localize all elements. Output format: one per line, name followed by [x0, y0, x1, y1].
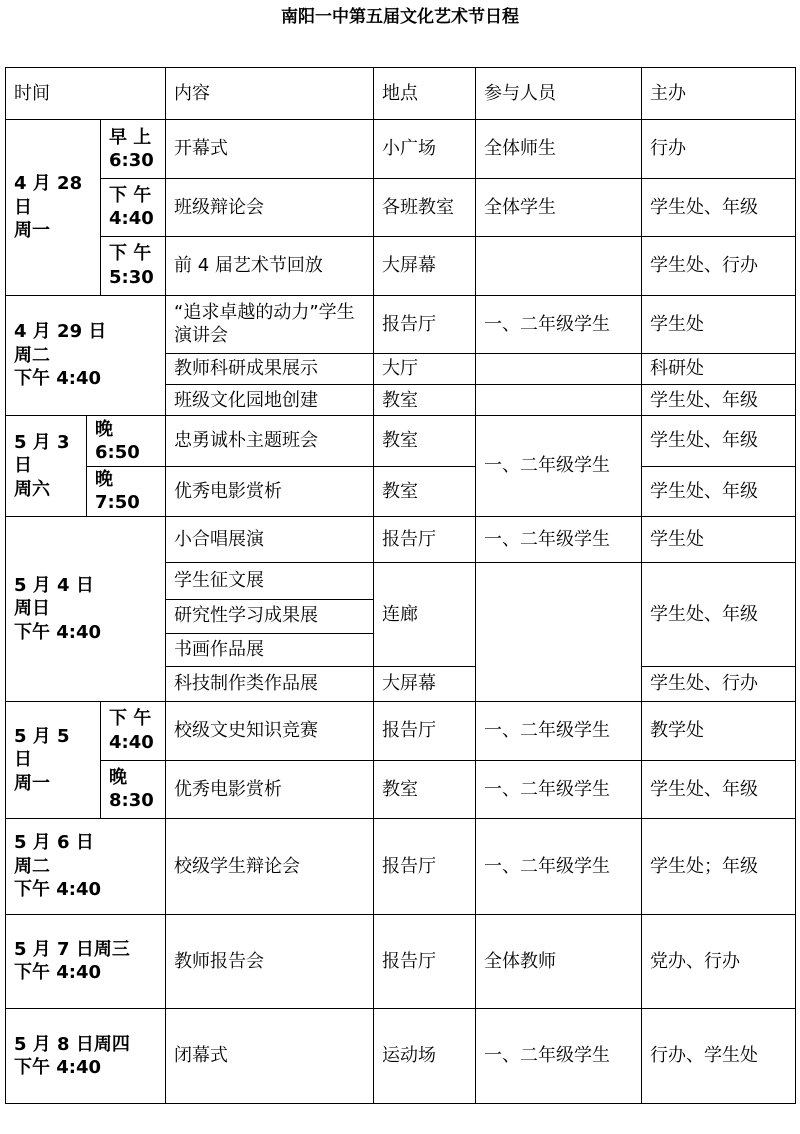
header-place: 地点	[374, 68, 476, 120]
date-cell: 5 月 7 日周三 下午 4:40	[6, 914, 166, 1009]
content-cell: 班级辩论会	[166, 178, 374, 236]
content-cell: 校级文史知识竞赛	[166, 702, 374, 760]
header-participants: 参与人员	[476, 68, 642, 120]
participants-cell: 一、二年级学生	[476, 416, 642, 517]
host-cell: 学生处、行办	[642, 666, 796, 701]
place-cell: 报告厅	[374, 702, 476, 760]
participants-cell: 一、二年级学生	[476, 295, 642, 353]
place-cell: 报告厅	[374, 516, 476, 562]
content-cell: 优秀电影赏析	[166, 760, 374, 818]
time-cell: 下 午 5:30	[101, 237, 166, 295]
place-cell: 教室	[374, 416, 476, 466]
time-cell: 晚 6:50	[87, 416, 166, 466]
host-cell: 学生处、年级	[642, 178, 796, 236]
participants-cell: 一、二年级学生	[476, 1009, 642, 1104]
place-cell: 各班教室	[374, 178, 476, 236]
time-cell: 早 上 6:30	[101, 120, 166, 178]
host-cell: 教学处	[642, 702, 796, 760]
table-row	[6, 702, 796, 760]
content-cell: 教师报告会	[166, 914, 374, 1009]
time-cell: 下 午 4:40	[101, 178, 166, 236]
place-cell: 教室	[374, 466, 476, 516]
participants-cell: 一、二年级学生	[476, 702, 642, 760]
header-time: 时间	[6, 68, 166, 120]
participants-cell: 一、二年级学生	[476, 516, 642, 562]
content-cell: 班级文化园地创建	[166, 385, 374, 416]
table-row	[6, 120, 796, 178]
table-header-row	[6, 68, 796, 120]
date-cell: 5 月 3 日 周六	[6, 416, 87, 517]
host-cell: 学生处	[642, 516, 796, 562]
page-title: 南阳一中第五届文化艺术节日程	[281, 7, 519, 27]
table-row	[6, 1009, 796, 1104]
participants-cell	[476, 237, 642, 295]
content-cell: 闭幕式	[166, 1009, 374, 1104]
content-cell: 优秀电影赏析	[166, 466, 374, 516]
host-cell: 学生处、年级	[642, 416, 796, 466]
host-cell: 学生处、年级	[642, 760, 796, 818]
table-row	[6, 416, 796, 466]
date-cell: 5 月 6 日 周二 下午 4:40	[6, 818, 166, 914]
table-row	[6, 295, 796, 353]
participants-cell	[476, 353, 642, 384]
participants-cell: 一、二年级学生	[476, 760, 642, 818]
content-cell: 校级学生辩论会	[166, 818, 374, 914]
host-cell: 党办、行办	[642, 914, 796, 1009]
host-cell: 行办	[642, 120, 796, 178]
content-cell: 研究性学习成果展	[166, 599, 374, 633]
time-cell: 下 午 4:40	[101, 702, 166, 760]
content-cell: 书画作品展	[166, 633, 374, 666]
date-cell: 5 月 8 日周四 下午 4:40	[6, 1009, 166, 1104]
participants-cell: 全体师生	[476, 120, 642, 178]
content-cell: 前 4 届艺术节回放	[166, 237, 374, 295]
place-cell: 大屏幕	[374, 666, 476, 701]
host-cell: 行办、学生处	[642, 1009, 796, 1104]
place-cell: 大屏幕	[374, 237, 476, 295]
host-cell: 学生处	[642, 295, 796, 353]
place-cell: 报告厅	[374, 295, 476, 353]
date-cell: 5 月 5 日 周一	[6, 702, 101, 819]
place-cell: 报告厅	[374, 914, 476, 1009]
place-cell: 小广场	[374, 120, 476, 178]
host-cell: 科研处	[642, 353, 796, 384]
content-cell: 忠勇诚朴主题班会	[166, 416, 374, 466]
place-cell: 教室	[374, 385, 476, 416]
participants-cell: 全体教师	[476, 914, 642, 1009]
table-row	[6, 914, 796, 1009]
place-cell: 连廊	[374, 563, 476, 667]
participants-cell	[476, 563, 642, 702]
host-cell: 学生处；年级	[642, 818, 796, 914]
place-cell: 报告厅	[374, 818, 476, 914]
table-row	[6, 237, 796, 295]
host-cell: 学生处、年级	[642, 385, 796, 416]
content-cell: 教师科研成果展示	[166, 353, 374, 384]
content-cell: “追求卓越的动力”学生演讲会	[166, 295, 374, 353]
content-cell: 开幕式	[166, 120, 374, 178]
host-cell: 学生处、年级	[642, 563, 796, 667]
place-cell: 大厅	[374, 353, 476, 384]
table-row	[6, 760, 796, 818]
date-cell: 4 月 28 日 周一	[6, 120, 101, 295]
host-cell: 学生处、年级	[642, 466, 796, 516]
table-row	[6, 818, 796, 914]
host-cell: 学生处、行办	[642, 237, 796, 295]
participants-cell	[476, 385, 642, 416]
time-cell: 晚 8:30	[101, 760, 166, 818]
content-cell: 小合唱展演	[166, 516, 374, 562]
place-cell: 教室	[374, 760, 476, 818]
table-row	[6, 516, 796, 562]
date-cell: 5 月 4 日 周日 下午 4:40	[6, 516, 166, 701]
header-host: 主办	[642, 68, 796, 120]
table-row	[6, 178, 796, 236]
participants-cell: 一、二年级学生	[476, 818, 642, 914]
table-row	[6, 466, 796, 516]
date-cell: 4 月 29 日 周二 下午 4:40	[6, 295, 166, 416]
schedule-table	[5, 67, 796, 1104]
content-cell: 科技制作类作品展	[166, 666, 374, 701]
place-cell: 运动场	[374, 1009, 476, 1104]
participants-cell: 全体学生	[476, 178, 642, 236]
header-content: 内容	[166, 68, 374, 120]
content-cell: 学生征文展	[166, 563, 374, 599]
time-cell: 晚 7:50	[87, 466, 166, 516]
